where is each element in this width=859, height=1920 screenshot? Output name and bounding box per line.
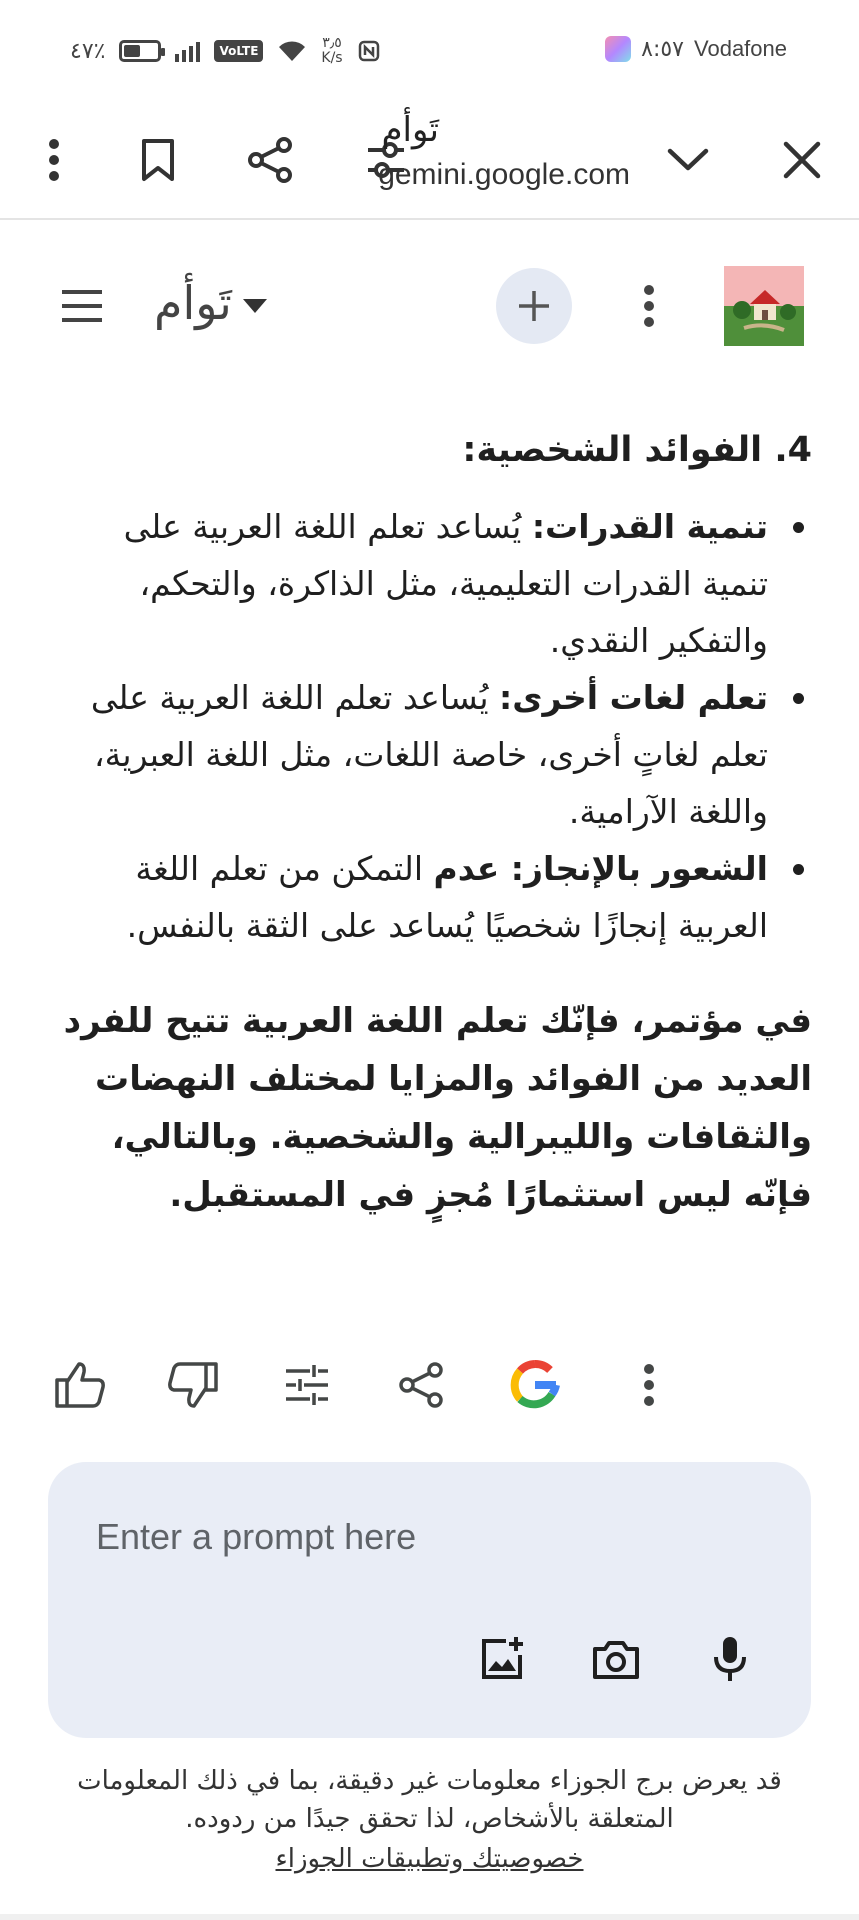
more-vert-icon xyxy=(643,1363,655,1407)
list-item xyxy=(60,669,812,840)
disclaimer xyxy=(40,1762,819,1878)
notification-app-icon xyxy=(605,36,631,62)
add-photo-icon xyxy=(478,1635,526,1683)
browser-toolbar xyxy=(0,100,859,220)
close-tab-button[interactable] xyxy=(772,130,832,190)
share-response-button[interactable] xyxy=(386,1350,456,1420)
page-url[interactable]: gemini.google.com xyxy=(378,158,630,191)
thumbs-up-icon xyxy=(53,1360,107,1410)
account-avatar[interactable] xyxy=(724,266,804,346)
wifi-icon xyxy=(277,39,307,63)
add-image-button[interactable] xyxy=(470,1627,534,1691)
camera-button[interactable] xyxy=(584,1627,648,1691)
camera-icon xyxy=(591,1637,641,1681)
battery-fill xyxy=(124,45,139,57)
modify-response-button[interactable] xyxy=(272,1350,342,1420)
app-header xyxy=(0,240,859,370)
status-left xyxy=(70,36,381,66)
section-heading: 4. الفوائد الشخصية: xyxy=(462,430,812,470)
share-icon xyxy=(397,1361,445,1409)
more-vert-icon xyxy=(48,138,60,182)
conclusion-paragraph: في مؤتمر، فإنّك تعلم اللغة العربية تتيح للفرد العديد من الفوائد والمزايا لمختلف النهضات والثقافات والليبرالية والشخصية. وبالتالي، فإنّه ليس استثمارًا مُجزٍ في المستقبل. xyxy=(63,1001,812,1215)
clock: ٨:٥٧ xyxy=(641,36,685,62)
close-icon xyxy=(782,140,822,180)
network-speed-unit: K/s xyxy=(321,50,343,66)
chevron-down-icon xyxy=(666,146,710,174)
bullet-text: يُساعد تعلم اللغة العربية على تنمية القدرات التعليمية، مثل الذاكرة، والتحكم، والتفكير النقدي. xyxy=(123,507,768,660)
thumbs-up-button[interactable] xyxy=(45,1350,115,1420)
more-vert-icon xyxy=(643,284,655,328)
battery-percent: ٤٧٪ xyxy=(70,38,106,64)
list-item xyxy=(60,840,812,954)
nfc-icon xyxy=(357,39,381,63)
plus-icon xyxy=(517,289,551,323)
battery-icon xyxy=(119,40,161,62)
bullet-term: الشعور بالإنجاز: عدم xyxy=(433,849,768,888)
microphone-button[interactable] xyxy=(698,1627,762,1691)
microphone-icon xyxy=(712,1635,748,1683)
carrier-name: Vodafone xyxy=(694,36,787,61)
tune-icon xyxy=(284,1363,330,1407)
thumbs-down-icon xyxy=(166,1360,220,1410)
menu-icon xyxy=(60,289,104,323)
menu-button[interactable] xyxy=(52,276,112,336)
model-selector[interactable]: تَوأم xyxy=(154,276,232,330)
bullet-list xyxy=(60,498,812,954)
network-speed-value: ٣٫٥ xyxy=(322,35,342,51)
signal-icon xyxy=(175,40,200,62)
list-item xyxy=(60,498,812,669)
caret-down-icon[interactable] xyxy=(242,298,268,314)
google-g-icon xyxy=(508,1358,562,1412)
disclaimer-text: قد يعرض برج الجوزاء معلومات غير دقيقة، بما في ذلك المعلومات المتعلقة بالأشخاص، لذا تحقق جيدًا من ردوده. xyxy=(77,1766,782,1834)
bookmark-icon xyxy=(140,138,176,182)
more-options-button[interactable] xyxy=(24,130,84,190)
bookmark-button[interactable] xyxy=(128,130,188,190)
volte-badge: VoLTE xyxy=(214,40,263,62)
header-more-button[interactable] xyxy=(634,276,664,336)
page-title: تَوأم xyxy=(381,110,439,150)
minimize-button[interactable] xyxy=(658,130,718,190)
response-more-button[interactable] xyxy=(614,1350,684,1420)
navigation-bar xyxy=(0,1914,859,1920)
network-speed xyxy=(321,36,342,66)
share-icon xyxy=(246,136,294,184)
avatar-house-icon xyxy=(724,266,804,346)
prompt-input[interactable] xyxy=(96,1512,696,1562)
new-chat-button[interactable] xyxy=(496,268,572,344)
bullet-term: تنمية القدرات: xyxy=(531,507,768,546)
bullet-text: التمكن من تعلم اللغة العربية إنجازًا شخصيًا يُساعد على الثقة بالنفس. xyxy=(126,849,768,945)
response-actions xyxy=(40,1350,720,1420)
status-bar xyxy=(0,0,859,100)
status-right xyxy=(605,36,787,62)
bullet-text: يُساعد تعلم اللغة العربية على تعلم لغاتٍ أخرى، خاصة اللغات، مثل اللغة العبرية، واللغة الآرامية. xyxy=(90,678,768,831)
privacy-link[interactable]: خصوصيتك وتطبيقات الجوزاء xyxy=(275,1844,584,1874)
bullet-term: تعلم لغات أخرى: xyxy=(499,678,768,717)
response-content xyxy=(60,420,812,1224)
google-check-button[interactable] xyxy=(500,1350,570,1420)
share-page-button[interactable] xyxy=(240,130,300,190)
thumbs-down-button[interactable] xyxy=(158,1350,228,1420)
prompt-container xyxy=(48,1462,811,1738)
